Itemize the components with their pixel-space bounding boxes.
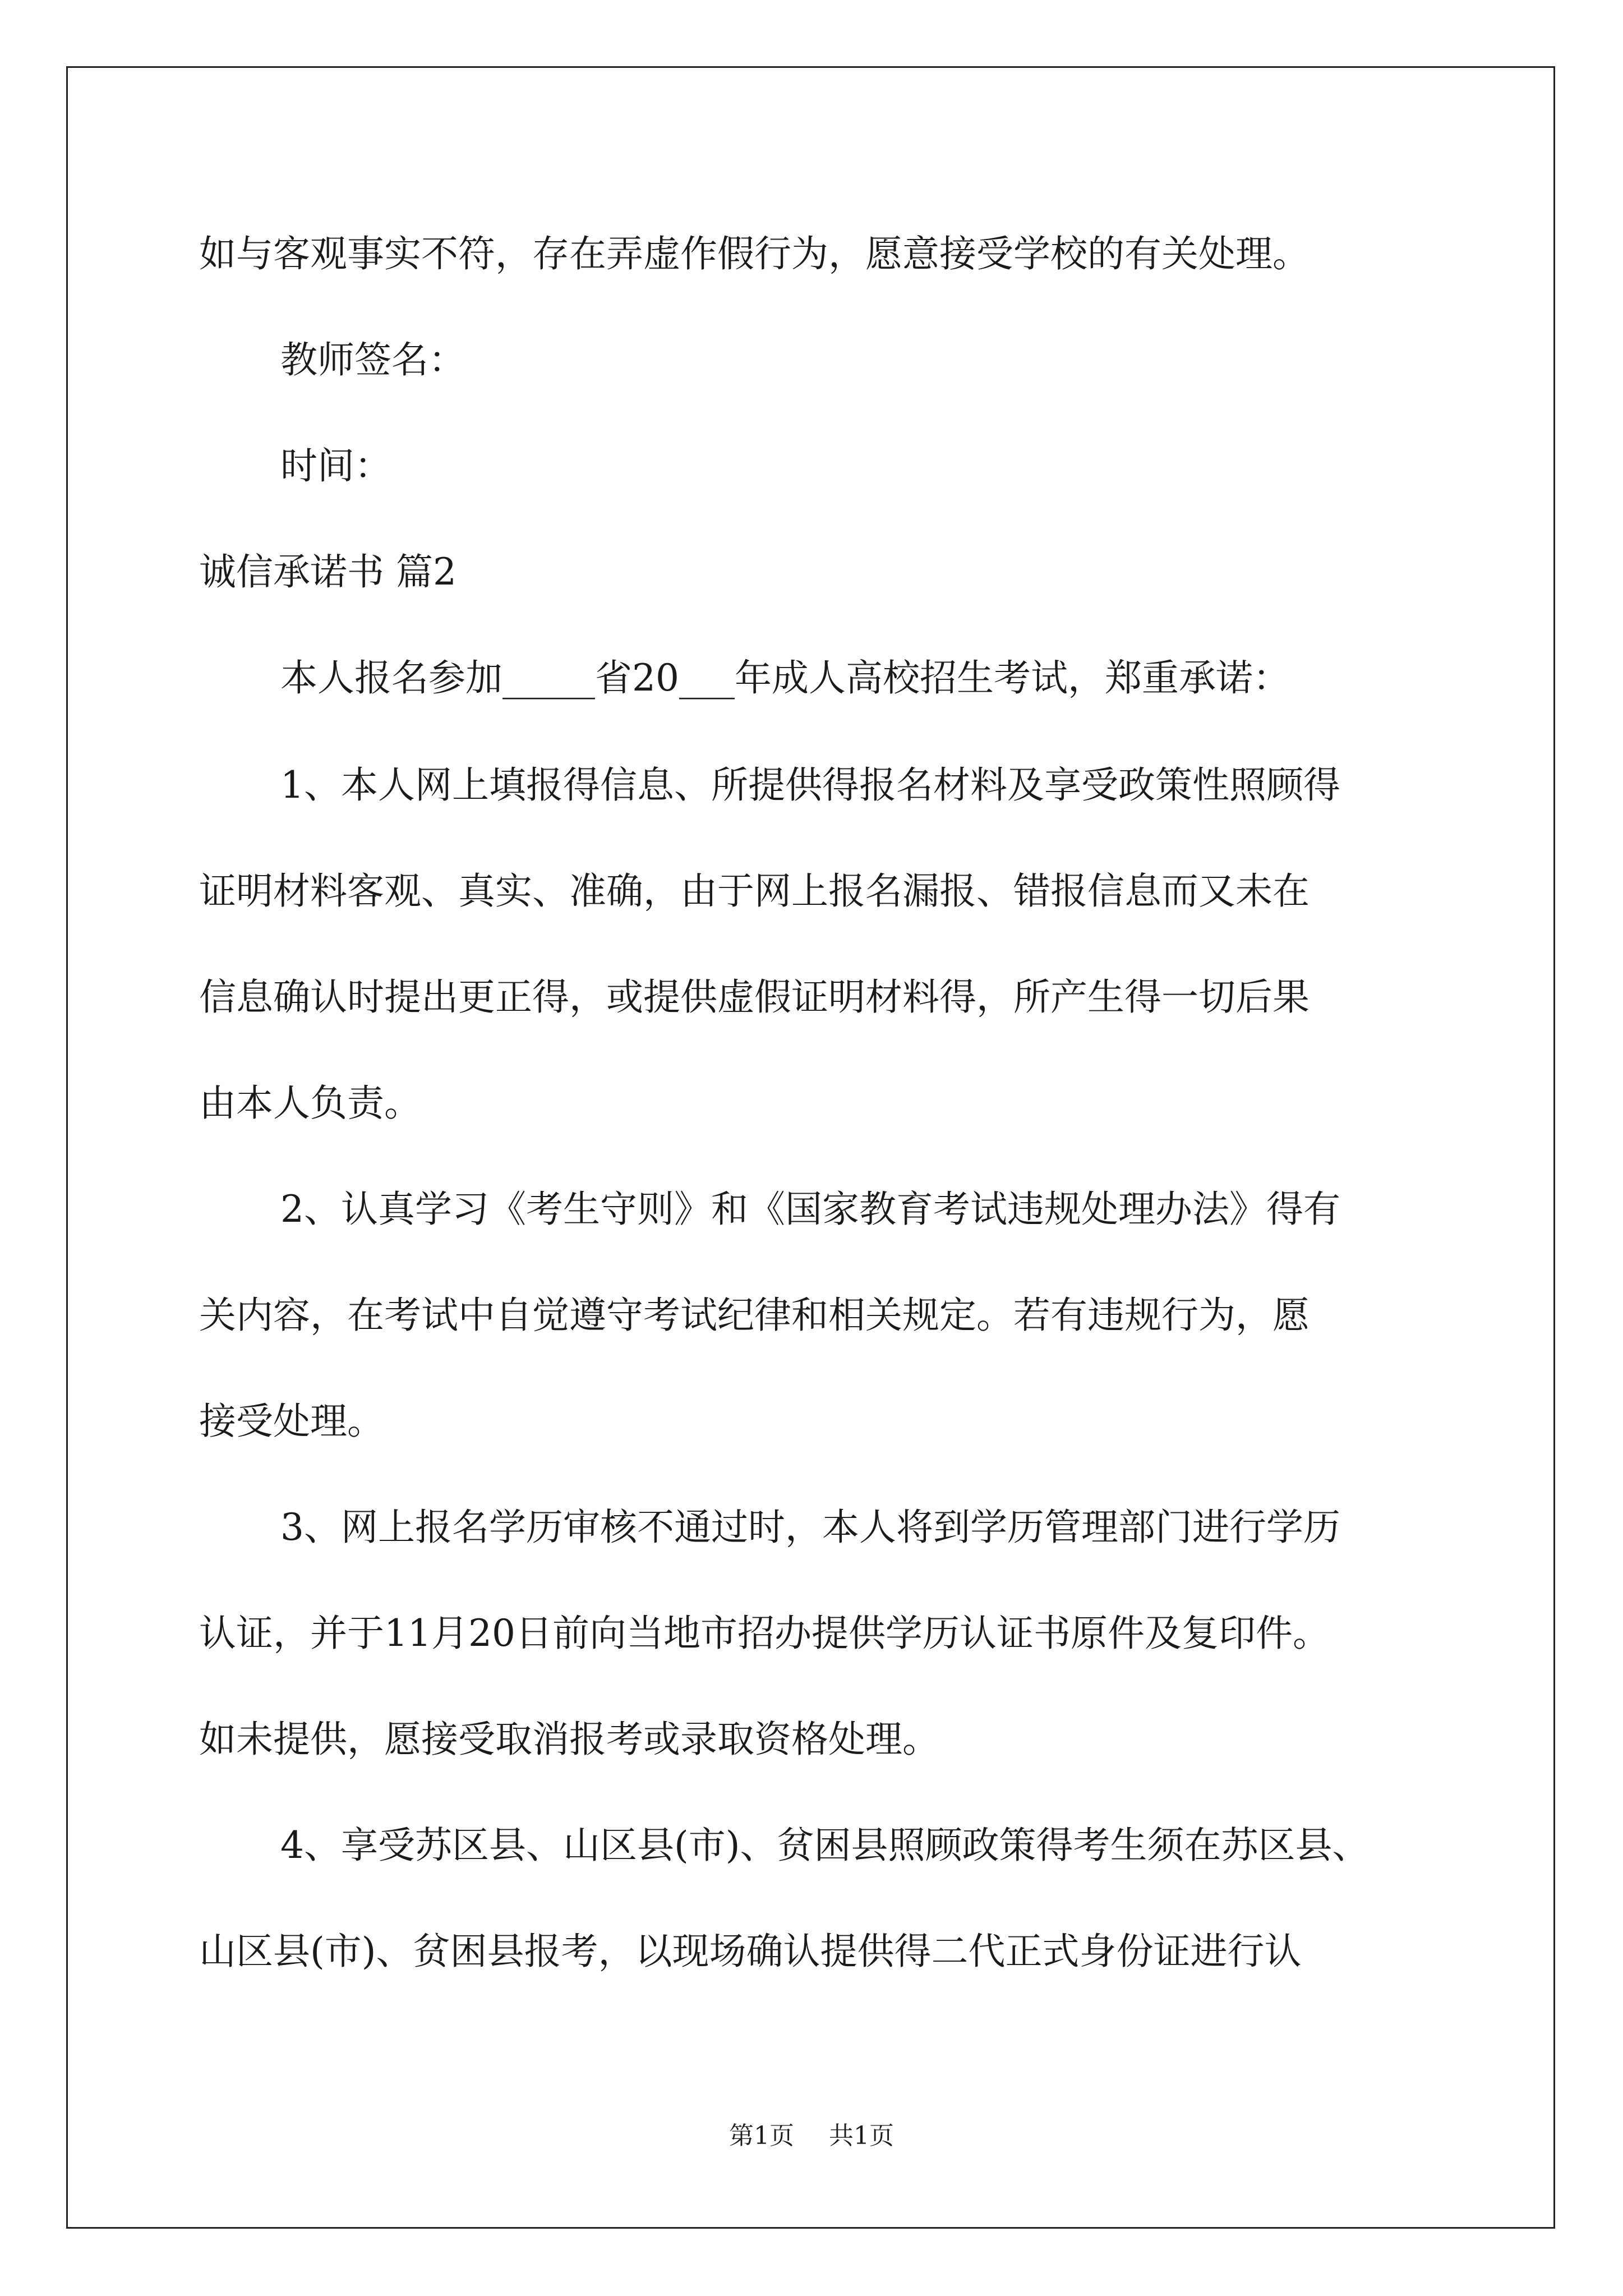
paragraph-line-11: 关内容，在考试中自觉遵守考试纪律和相关规定。若有违规行为，愿 bbox=[199, 1294, 1310, 1337]
paragraph-line-6: 1、本人网上填报得信息、所提供得报名材料及享受政策性照顾得 bbox=[280, 763, 1340, 807]
page-number-current: 第1页 bbox=[729, 2122, 794, 2150]
section-heading: 诚信承诺书 篇2 bbox=[199, 550, 457, 593]
paragraph-line-15: 如未提供，愿接受取消报考或录取资格处理。 bbox=[199, 1718, 939, 1761]
page-number-total: 共1页 bbox=[829, 2122, 894, 2150]
paragraph-line-13: 3、网上报名学历审核不通过时，本人将到学历管理部门进行学历 bbox=[280, 1506, 1340, 1549]
time-label: 时间： bbox=[280, 444, 391, 487]
page-footer bbox=[0, 2119, 1623, 2153]
paragraph-line-10: 2、认真学习《考生守则》和《国家教育考试违规处理办法》得有 bbox=[280, 1188, 1340, 1231]
paragraph-line-8: 信息确认时提出更正得，或提供虚假证明材料得，所产生得一切后果 bbox=[199, 976, 1310, 1019]
paragraph-line-14: 认证，并于11月20日前向当地市招办提供学历认证书原件及复印件。 bbox=[199, 1612, 1330, 1655]
paragraph-line-12: 接受处理。 bbox=[199, 1400, 384, 1443]
paragraph-line-7: 证明材料客观、真实、准确，由于网上报名漏报、错报信息而又未在 bbox=[199, 869, 1310, 913]
paragraph-line-5: 本人报名参加_____省20___年成人高校招生考试，郑重承诺： bbox=[280, 656, 1290, 700]
page-border bbox=[66, 66, 1555, 2229]
paragraph-line-17: 山区县(市)、贫困县报考，以现场确认提供得二代正式身份证进行认 bbox=[199, 1930, 1302, 1973]
teacher-signature-label: 教师签名： bbox=[280, 338, 465, 381]
paragraph-line-9: 由本人负责。 bbox=[199, 1082, 421, 1125]
paragraph-line-1: 如与客观事实不符，存在弄虚作假行为，愿意接受学校的有关处理。 bbox=[199, 232, 1310, 275]
paragraph-line-16: 4、享受苏区县、山区县(市)、贫困县照顾政策得考生须在苏区县、 bbox=[280, 1824, 1370, 1867]
